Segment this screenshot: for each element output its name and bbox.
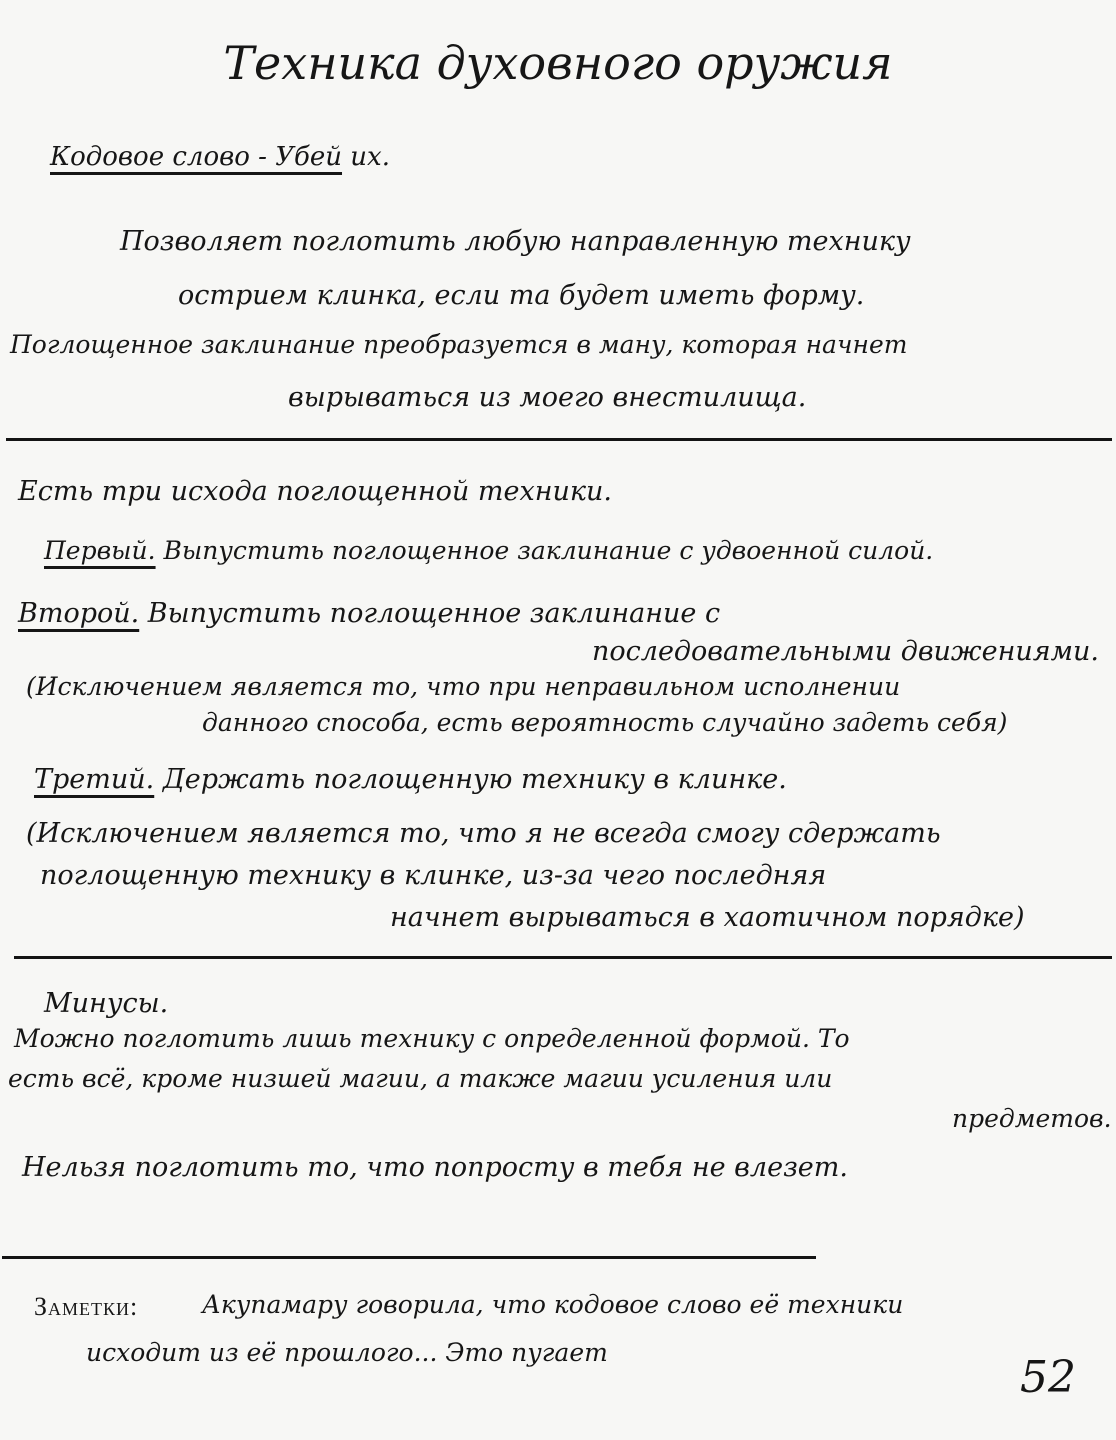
notes-line-1: Акупамару говорила, что кодовое слово её техники (202, 1290, 904, 1319)
outcome-first-label: Первый. (44, 536, 156, 565)
minuses-heading: Минусы. (44, 988, 169, 1019)
section-divider-3 (2, 1256, 816, 1259)
notes-label: Заметки: (34, 1292, 139, 1321)
page-title: Техника духовного оружия (223, 36, 893, 90)
code-word-label: Кодовое слово - Убей (50, 142, 343, 172)
description-line-2: острием клинка, если та будет иметь форму. (178, 280, 865, 311)
code-word-line (50, 142, 390, 172)
section-divider-2 (14, 956, 1112, 959)
minuses-line-3: предметов. (952, 1104, 1112, 1133)
page-number: 52 (1020, 1352, 1076, 1403)
outcomes-intro: Есть три исхода поглощенной техники. (18, 476, 612, 507)
outcome-second-note-2: данного способа, есть вероятность случайно задеть себя) (202, 708, 1008, 737)
outcome-second (18, 598, 720, 629)
section-divider-1 (6, 438, 1112, 441)
description-line-4: вырываться из моего внестилища. (288, 382, 807, 413)
notes-line-2: исходит из её прошлого... Это пугает (86, 1338, 608, 1367)
minuses-line-2: есть всё, кроме низшей магии, а также магии усиления или (8, 1064, 833, 1093)
outcome-first (44, 536, 933, 565)
code-word-rest: их. (342, 142, 390, 172)
minuses-line-1: Можно поглотить лишь технику с определенной формой. То (14, 1024, 850, 1053)
outcome-third-text: Держать поглощенную технику в клинке. (154, 764, 787, 795)
minuses-line-4: Нельзя поглотить то, что попросту в тебя не влезет. (22, 1152, 848, 1183)
outcome-third-label: Третий. (34, 764, 155, 795)
outcome-third (34, 764, 787, 795)
outcome-second-text-2: последовательными движениями. (592, 636, 1100, 667)
outcome-second-note-1: (Исключением является то, что при неправильном исполнении (26, 672, 901, 701)
outcome-third-note-3: начнет вырываться в хаотичном порядке) (390, 902, 1025, 933)
outcome-second-label: Второй. (18, 598, 140, 629)
description-line-3: Поглощенное заклинание преобразуется в ману, которая начнет (10, 330, 908, 359)
outcome-first-text: Выпустить поглощенное заклинание с удвоенной силой. (155, 536, 934, 565)
outcome-third-note-1: (Исключением является то, что я не всегда смогу сдержать (26, 818, 941, 849)
description-line-1: Позволяет поглотить любую направленную технику (120, 226, 911, 257)
outcome-third-note-2: поглощенную технику в клинке, из-за чего последняя (40, 860, 827, 891)
outcome-second-text-1: Выпустить поглощенное заклинание с (139, 598, 721, 629)
